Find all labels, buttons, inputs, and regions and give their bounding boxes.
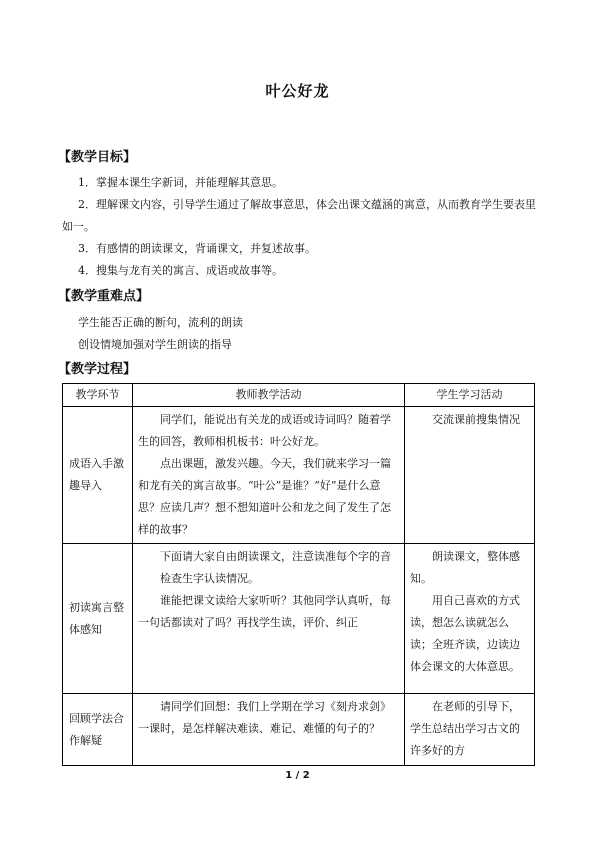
teacher-activity-cell (133, 544, 405, 694)
header-student-activity: 学生学习活动 (405, 384, 535, 407)
student-activity-cell (405, 544, 535, 694)
table-row (63, 544, 535, 694)
section-heading-keypoints: 【教学重难点】 (58, 289, 150, 304)
section-heading-goals: 【教学目标】 (58, 150, 137, 165)
stage-cell: 初读寓言整体感知 (63, 544, 133, 694)
section-heading-process: 【教学过程】 (58, 362, 137, 377)
page-number: 1 / 2 (285, 770, 310, 781)
goal-item-1: 1．掌握本课生字新词，并能理解其意思。 (78, 176, 283, 189)
teacher-activity-cell (133, 694, 405, 766)
student-activity-cell (405, 694, 535, 766)
student-paragraph: 用自己喜欢的方式读，想怎么读就怎么读；全班齐读，边读边体会课文的大体意思。 (410, 594, 520, 673)
teacher-activity-cell (133, 407, 405, 544)
student-activity-cell (405, 407, 535, 544)
keypoint-item-2: 创设情境加强对学生朗读的指导 (78, 338, 232, 351)
goal-item-2: 2．理解课文内容，引导学生通过了解故事意思，体会出课文蕴涵的寓意，从而教育学生要表里如一。 (62, 198, 536, 233)
goal-item-4: 4．搜集与龙有关的寓言、成语或故事等。 (78, 264, 283, 277)
header-teacher-activity: 教师教学活动 (133, 384, 405, 407)
teaching-process-table (62, 383, 535, 766)
student-paragraph: 交流课前搜集情况 (432, 413, 520, 426)
table-row (63, 694, 535, 766)
student-paragraph: 在老师的引导下，学生总结出学习古文的许多好的方 (410, 700, 520, 757)
student-paragraph: 朗读课文，整体感知。 (410, 550, 520, 585)
table-header-row (63, 384, 535, 407)
stage-cell: 成语入手激趣导入 (63, 407, 133, 544)
keypoint-item-1: 学生能否正确的断句，流利的朗读 (78, 316, 243, 329)
teacher-paragraph: 同学们，能说出有关龙的成语或诗词吗？随着学生的回答，教师相机板书：叶公好龙。 (138, 413, 391, 448)
teacher-paragraph: 请同学们回想：我们上学期在学习《刻舟求剑》一课时，是怎样解决难读、难记、难懂的句子的？ (138, 700, 391, 735)
header-stage: 教学环节 (63, 384, 133, 407)
stage-cell: 回顾学法合作解疑 (63, 694, 133, 766)
table-row (63, 407, 535, 544)
document-title: 叶公好龙 (265, 82, 330, 100)
teacher-paragraph: 谁能把课文读给大家听听？其他同学认真听，每一句话都读对了吗？再找学生读，评价、纠正 (138, 594, 391, 629)
teacher-paragraph: 检查生字认读情况。 (160, 572, 259, 585)
teacher-paragraph: 点出课题，激发兴趣。今天，我们就来学习一篇和龙有关的寓言故事。“叶公”是谁？“好”是什么意思？应读几声？想不想知道叶公和龙之间了发生了怎样的故事？ (138, 457, 391, 536)
goal-item-3: 3．有感情的朗读课文，背诵课文，并复述故事。 (78, 242, 316, 255)
teacher-paragraph: 下面请大家自由朗读课文，注意读准每个字的音 (160, 550, 391, 563)
